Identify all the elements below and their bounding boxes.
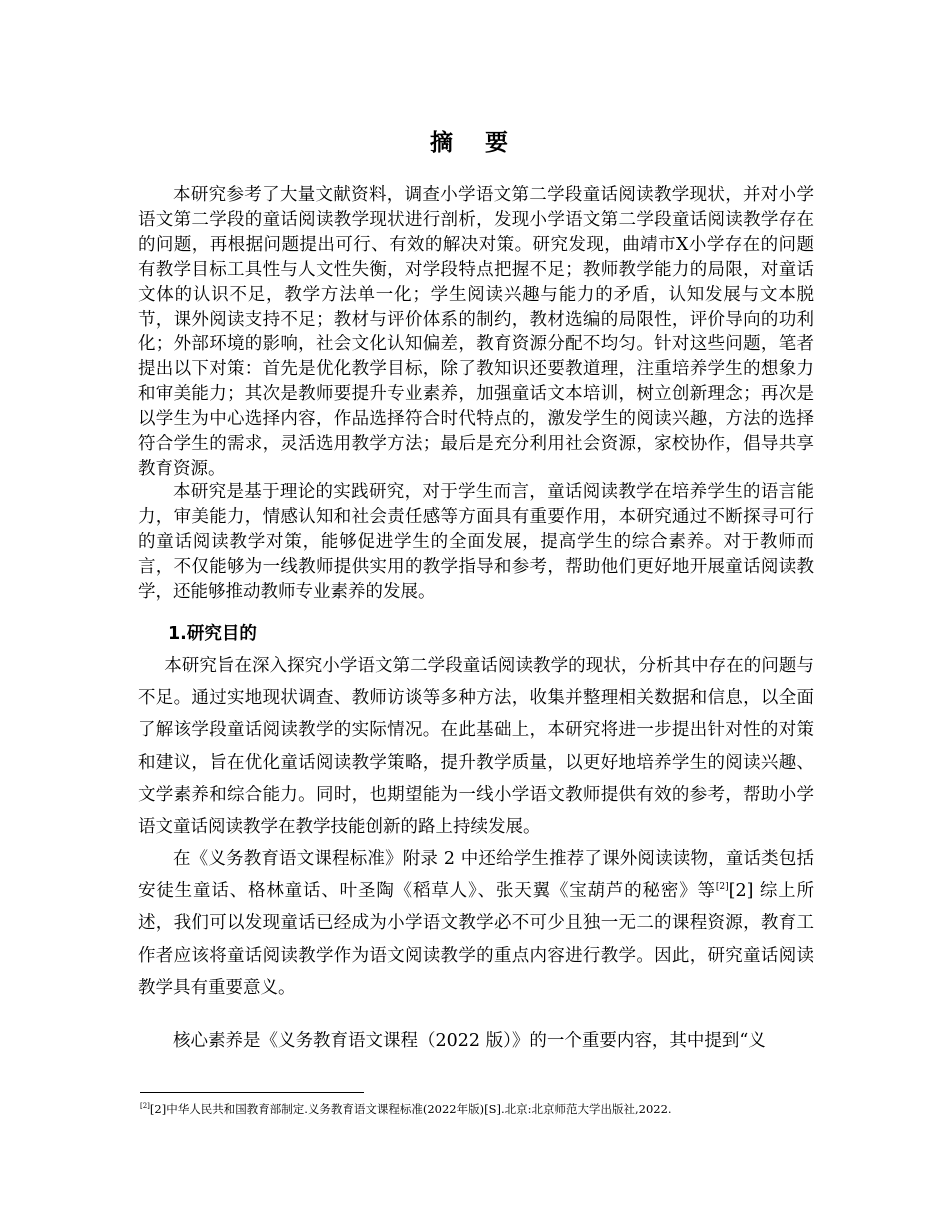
abstract-paragraph-2: 本研究是基于理论的实践研究，对于学生而言，童话阅读教学在培养学生的语言能力，审美能力，情感认知和社会责任感等方面具有重要作用，本研究通过不断探寻可行的童话阅读教学对策，能够促进学生的全面发展，提高学生的综合素养。对于教师而言，不仅能够为一线教师提供实用的教学指导和参考，帮助他们更好地开展童话阅读教学，还能够推动教师专业素养的发展。 — [138, 482, 814, 602]
paragraph-text: 在《义务教育语文课程标准》附录 2 中还给学生推荐了课外阅读读物，童话类包括安徒生童话、格林童话、叶圣陶《稻草人》、张天翼《宝葫芦的秘密》等 — [138, 849, 814, 902]
footnote — [140, 1101, 672, 1117]
abstract-paragraph-1: 本研究参考了大量文献资料，调查小学语文第二学段童话阅读教学现状，并对小学语文第二学段的童话阅读教学现状进行剖析，发现小学语文第二学段童话阅读教学存在的问题，再根据问题提出可行、有效的解决对策。研究发现，曲靖市X小学存在的问题有教学目标工具性与人文性失衡，对学段特点把握不足；教师教学能力的局限，对童话文体的认识不足，教学方法单一化；学生阅读兴趣与能力的矛盾，认知发展与文本脱节，课外阅读支持不足；教材与评价体系的制约，教材选编的局限性，评价导向的功利化；外部环境的影响，社会文化认知偏差，教育资源分配不均匀。针对这些问题，笔者提出以下对策：首先是优化教学目标，除了教知识还要教道理，注重培养学生的想象力和审美能力；其次是教师要提升专业素养，加强童话文本培训，树立创新理念；再次是以学生为中心选择内容，作品选择符合时代特点的，激发学生的阅读兴趣，方法的选择符合学生的需求，灵活选用教学方法；最后是充分利用社会资源，家校协作，倡导共享教育资源。 — [138, 185, 814, 479]
section-paragraph-3: 核心素养是《义务教育语文课程（2022 版）》的一个重要内容，其中提到“义 — [173, 1031, 766, 1051]
paragraph-text-continued: [2] 综上所述，我们可以发现童话已经成为小学语文教学必不可少且独一无二的课程资源，教育工作者应该将童话阅读教学作为语文阅读教学的重点内容进行教学。因此，研究童话阅读教学具有重要意义。 — [138, 881, 814, 998]
footnote-marker: [2] — [140, 1102, 150, 1111]
page-title: 摘 要 — [429, 129, 520, 156]
citation-marker[interactable]: [2] — [715, 882, 729, 893]
section-paragraph-2 — [138, 843, 814, 1004]
section-paragraph-1: 本研究旨在深入探究小学语文第二学段童话阅读教学的现状，分析其中存在的问题与不足。通过实地现状调查、教师访谈等多种方法，收集并整理相关数据和信息，以全面了解该学段童话阅读教学的实际情况。在此基础上，本研究将进一步提出针对性的对策和建议，旨在优化童话阅读教学策略，提升教学质量，以更好地培养学生的阅读兴趣、文学素养和综合能力。同时，也期望能为一线小学语文教师提供有效的参考，帮助小学语文童话阅读教学在教学技能创新的路上持续发展。 — [138, 656, 814, 838]
section-heading: 1.研究目的 — [168, 624, 257, 644]
footnote-text: [2]中华人民共和国教育部制定.义务教育语文课程标准(2022年版)[S].北京:北京师范大学出版社,2022. — [149, 1102, 672, 1116]
footnote-divider — [140, 1092, 364, 1093]
